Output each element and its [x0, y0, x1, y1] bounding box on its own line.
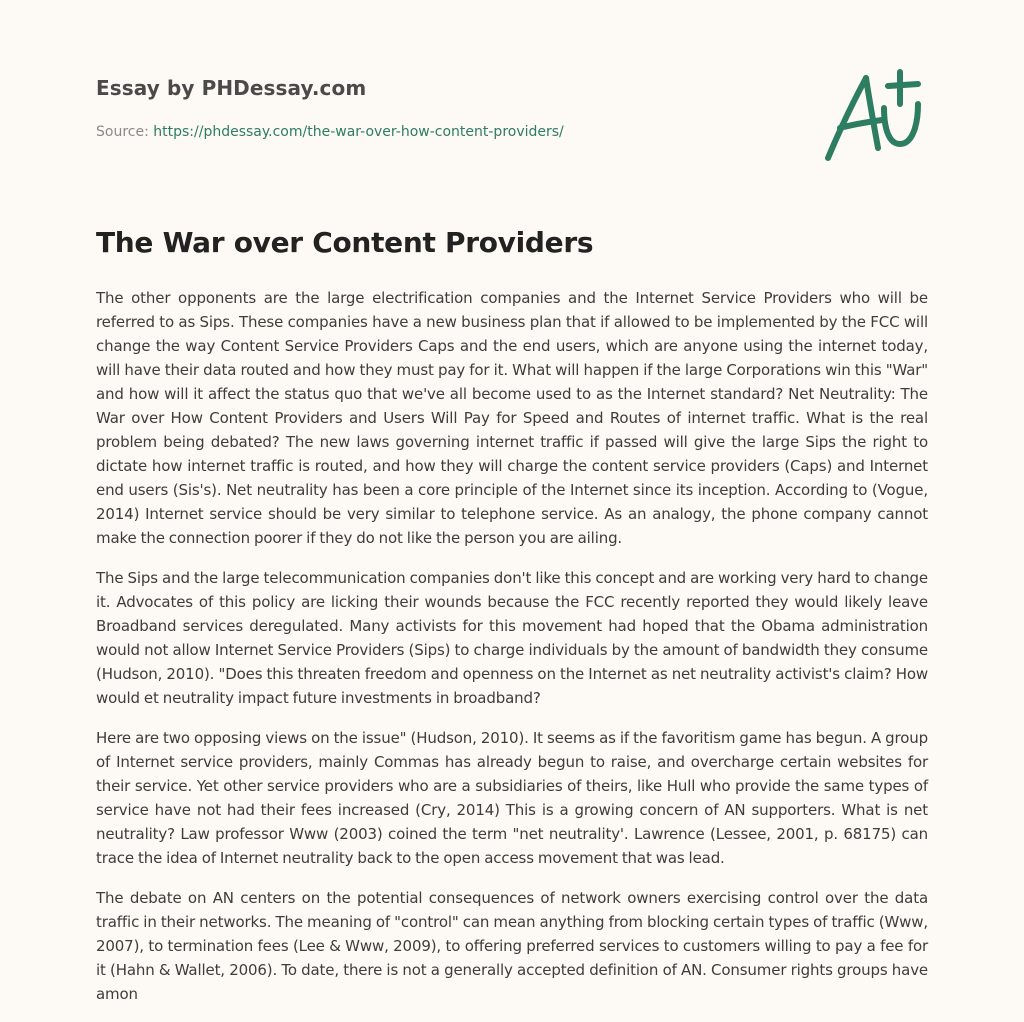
- paragraph: The debate on AN centers on the potential consequences of network owners exercising control over the data traffic in their networks. The meaning of "control" can mean anything from blocking certain types of traffic (Www, 2007), to termination fees (Lee & Www, 2009), to offering preferred services to customers willing to pay a fee for it (Hahn & Wallet, 2006). To date, there is not a generally accepted definition of AN. Consumer rights groups have amon: [96, 889, 928, 1003]
- site-header: [96, 76, 366, 100]
- paragraph: Here are two opposing views on the issue" (Hudson, 2010). It seems as if the favoritism game has begun. A group of Internet service providers, mainly Commas has already begun to raise, and overcharge certain websites for their service. Yet other service providers who are a subsidiaries of theirs, like Hull who provide the same types of service have not had their fees increased (Cry, 2014) This is a growing concern of AN supporters. What is net neutrality? Law professor Www (2003) coined the term "net neutrality'. Lawrence (Lessee, 2001, p. 68175) can trace the idea of Internet neutrality back to the open access movement that was lead.: [96, 729, 928, 867]
- source-label: Source:: [96, 124, 149, 140]
- source-line: [96, 124, 564, 140]
- paragraph: The other opponents are the large electrification companies and the Internet Service Providers who will be referred to as Sips. These companies have a new business plan that if allowed to be implemented by the FCC will change the way Content Service Providers Caps and the end users, which are anyone using the internet today, will have their data routed and how they must pay for it. What will happen if the large Corporations win this "War" and how will it affect the status quo that we've all become used to as the Internet standard? Net Neutrality: The War over How Content Providers and Users Will Pay for Speed and Routes of internet traffic. What is the real problem being debated? The new laws governing internet traffic if passed will give the large Sips the right to dictate how internet traffic is routed, and how they will charge the content service providers (Caps) and Internet end users (Sis's). Net neutrality has been a core principle of the Internet since its inception. According to (Vogue, 2014) Internet service should be very similar to telephone service. As an analogy, the phone company cannot make the connection poorer if they do not like the person you are ailing.: [96, 289, 928, 547]
- page-title: The War over Content Providers: [96, 226, 594, 259]
- essay-body: [96, 286, 928, 1022]
- paragraph: The Sips and the large telecommunication companies don't like this concept and are working very hard to change it. Advocates of this policy are licking their wounds because the FCC recently reported they would likely leave Broadband services deregulated. Many activists for this movement had hoped that the Obama administration would not allow Internet Service Providers (Sips) to charge individuals by the amount of bandwidth they consume (Hudson, 2010). "Does this threaten freedom and openness on the Internet as net neutrality activist's claim? How would et neutrality impact future investments in broadband?: [96, 569, 928, 707]
- a-plus-logo-icon: [818, 64, 938, 172]
- source-link[interactable]: https://phdessay.com/the-war-over-how-content-providers/: [153, 124, 564, 140]
- site-title: Essay by PHDessay.com: [96, 76, 367, 100]
